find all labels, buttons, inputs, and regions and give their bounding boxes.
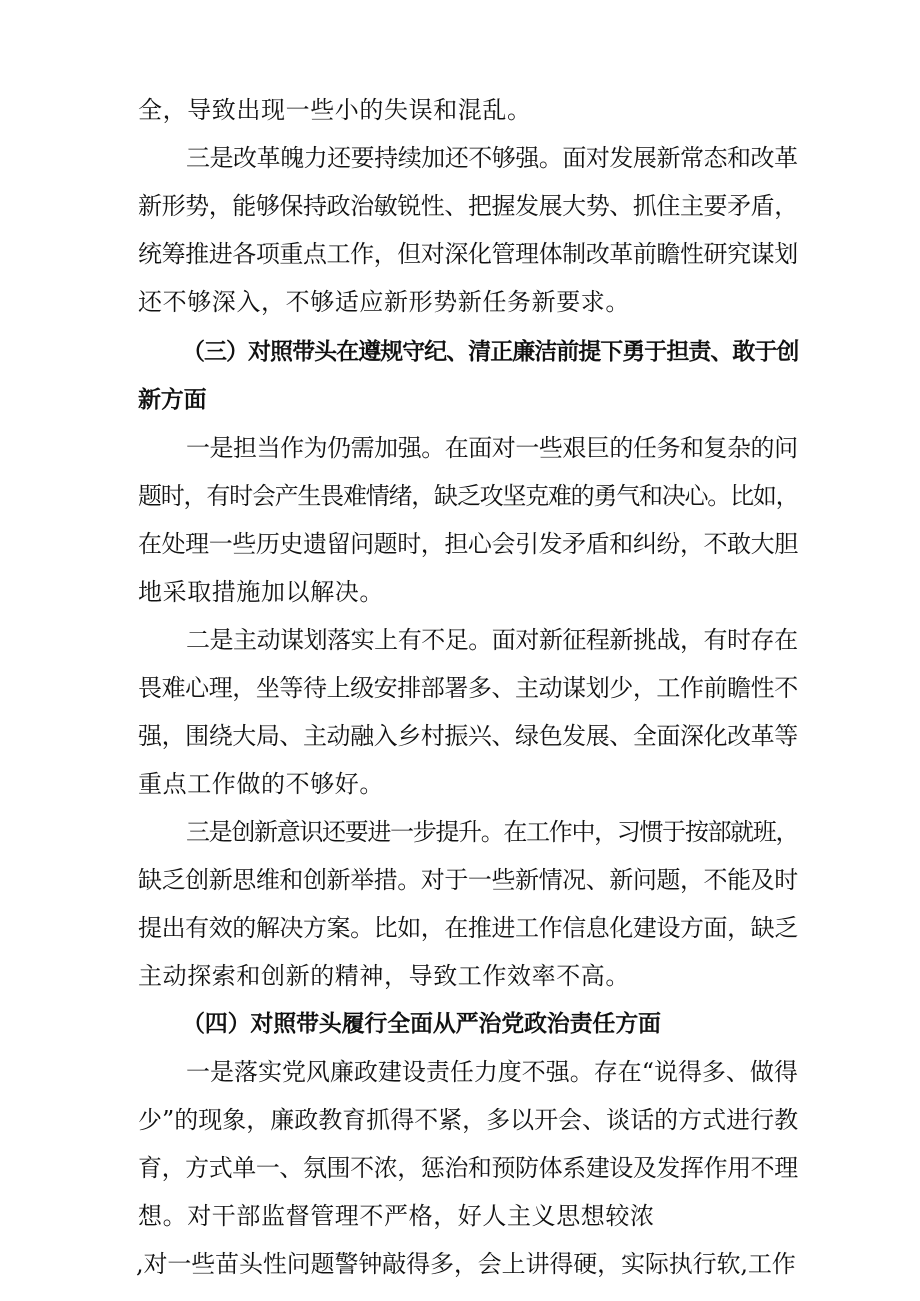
- section-heading-continued: 新方面: [138, 387, 207, 413]
- paragraph-line: 重点工作做的不够好。: [138, 770, 384, 798]
- paragraph-line: 新形势，能够保持政治敏锐性、把握发展大势、抓住主要矛盾，: [138, 192, 798, 220]
- paragraph-line: 全，导致出现一些小的失误和混乱。: [138, 96, 532, 124]
- paragraph-line: 一是落实党风廉政建设责任力度不强。存在“说得多、做得: [186, 1058, 798, 1086]
- paragraph-line: 畏难心理，坐等待上级安排部署多、主动谋划少，工作前瞻性不: [138, 674, 798, 702]
- paragraph-line: 强，围绕大局、主动融入乡村振兴、绿色发展、全面深化改革等: [138, 722, 798, 750]
- paragraph-line: 主动探索和创新的精神，导致工作效率不高。: [138, 962, 630, 990]
- paragraph-line: 还不够深入，不够适应新形势新任务新要求。: [138, 288, 630, 316]
- paragraph-line: 育，方式单一、氛围不浓，惩治和预防体系建设及发挥作用不理: [138, 1154, 798, 1182]
- paragraph-line: 地采取措施加以解决。: [138, 578, 384, 606]
- paragraph-line: 少”的现象，廉政教育抓得不紧，多以开会、谈话的方式进行教: [138, 1106, 799, 1134]
- paragraph-line: 一是担当作为仍需加强。在面对一些艰巨的任务和复杂的问: [186, 434, 798, 462]
- section-heading: （四）对照带头履行全面从严治党政治责任方面: [182, 1011, 661, 1037]
- paragraph-line: 提出有效的解决方案。比如，在推进工作信息化建设方面，缺乏: [138, 914, 798, 942]
- paragraph-line: ,对一些苗头性问题警钟敲得多，会上讲得硬，实际执行软,工作: [136, 1250, 796, 1278]
- paragraph-line: 三是创新意识还要进一步提升。在工作中，习惯于按部就班，: [186, 818, 799, 846]
- section-heading: （三）对照带头在遵规守纪、清正廉洁前提下勇于担责、敢于创: [182, 339, 799, 365]
- paragraph-line: 缺乏创新思维和创新举措。对于一些新情况、新问题，不能及时: [138, 866, 798, 894]
- paragraph-line: 题时，有时会产生畏难情绪，缺乏攻坚克难的勇气和决心。比如，: [138, 482, 799, 510]
- paragraph-line: 三是改革魄力还要持续加还不够强。面对发展新常态和改革: [186, 144, 798, 172]
- paragraph-line: 二是主动谋划落实上有不足。面对新征程新挑战，有时存在: [186, 626, 798, 654]
- paragraph-line: 在处理一些历史遗留问题时，担心会引发矛盾和纠纷，不敢大胆: [138, 530, 798, 558]
- paragraph-line: 想。对干部监督管理不严格，好人主义思想较浓: [138, 1202, 655, 1230]
- paragraph-line: 统筹推进各项重点工作，但对深化管理体制改革前瞻性研究谋划: [138, 240, 798, 268]
